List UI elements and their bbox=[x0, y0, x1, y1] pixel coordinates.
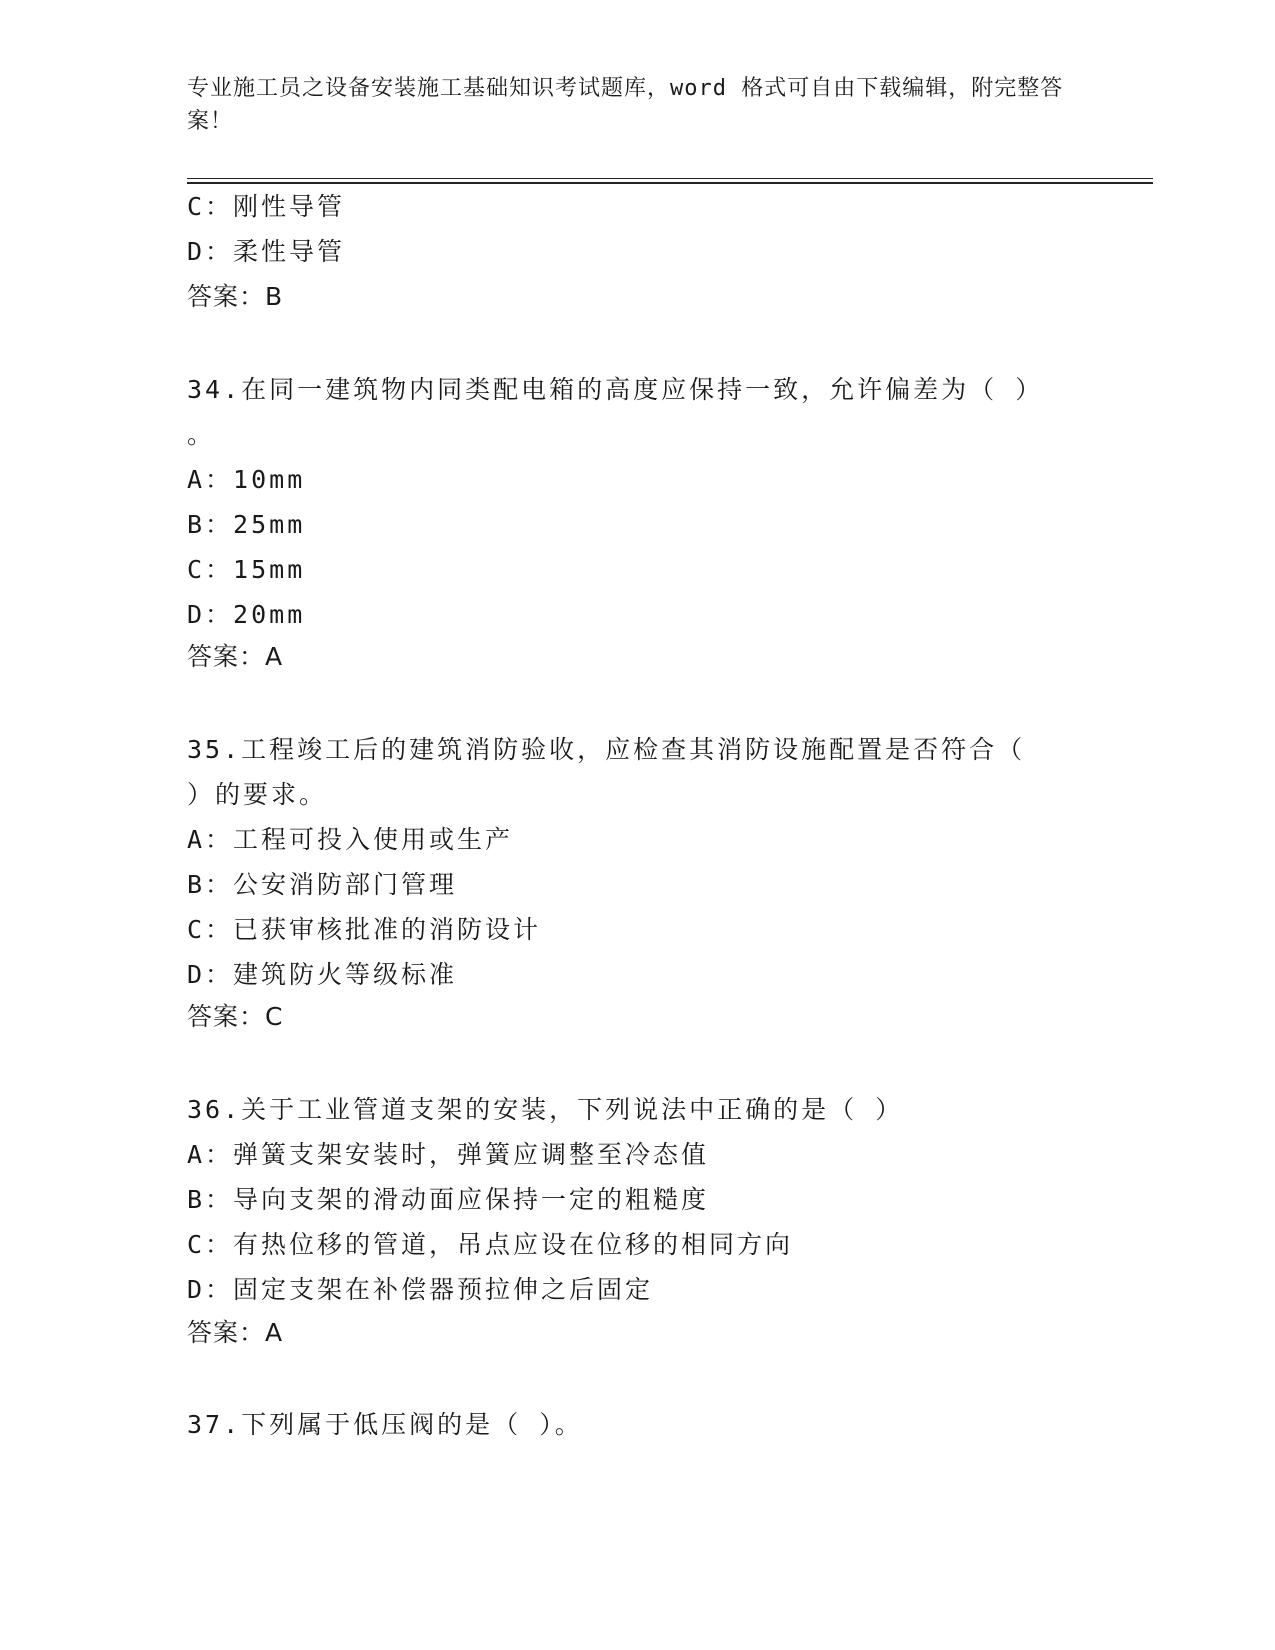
question-stem-continued: 。 bbox=[187, 420, 216, 449]
answer: 答案：C bbox=[187, 1002, 284, 1031]
answer: 答案：B bbox=[187, 282, 284, 311]
option-c: C：已获审核批准的消防设计 bbox=[187, 915, 542, 944]
header-divider-thick bbox=[187, 182, 1153, 184]
option-c: C：刚性导管 bbox=[187, 192, 346, 221]
question-stem: 37.下列属于低压阀的是（ ）。 bbox=[187, 1410, 583, 1439]
option-d: D：固定支架在补偿器预拉伸之后固定 bbox=[187, 1275, 654, 1304]
option-b: B：25mm bbox=[187, 510, 306, 539]
question-stem-continued: ）的要求。 bbox=[187, 780, 328, 809]
option-b: B：导向支架的滑动面应保持一定的粗糙度 bbox=[187, 1185, 710, 1214]
option-d: D：20mm bbox=[187, 600, 306, 629]
option-d: D：建筑防火等级标准 bbox=[187, 960, 458, 989]
answer: 答案：A bbox=[187, 642, 284, 671]
option-c: C：15mm bbox=[187, 555, 306, 584]
option-a: A：弹簧支架安装时，弹簧应调整至冷态值 bbox=[187, 1140, 710, 1169]
option-a: A：工程可投入使用或生产 bbox=[187, 825, 514, 854]
question-stem: 36.关于工业管道支架的安装，下列说法中正确的是（ ） bbox=[187, 1095, 904, 1124]
question-stem: 35.工程竣工后的建筑消防验收，应检查其消防设施配置是否符合（ bbox=[187, 735, 1026, 764]
answer: 答案：A bbox=[187, 1318, 284, 1347]
question-stem: 34.在同一建筑物内同类配电箱的高度应保持一致，允许偏差为（ ） bbox=[187, 375, 1044, 404]
option-d: D：柔性导管 bbox=[187, 237, 346, 266]
option-b: B：公安消防部门管理 bbox=[187, 870, 458, 899]
header-divider-thin bbox=[187, 178, 1153, 179]
option-c: C：有热位移的管道，吊点应设在位移的相同方向 bbox=[187, 1230, 794, 1259]
option-a: A：10mm bbox=[187, 465, 306, 494]
document-header: 专业施工员之设备安装施工基础知识考试题库，word 格式可自由下载编辑，附完整答案！ bbox=[187, 76, 1064, 134]
